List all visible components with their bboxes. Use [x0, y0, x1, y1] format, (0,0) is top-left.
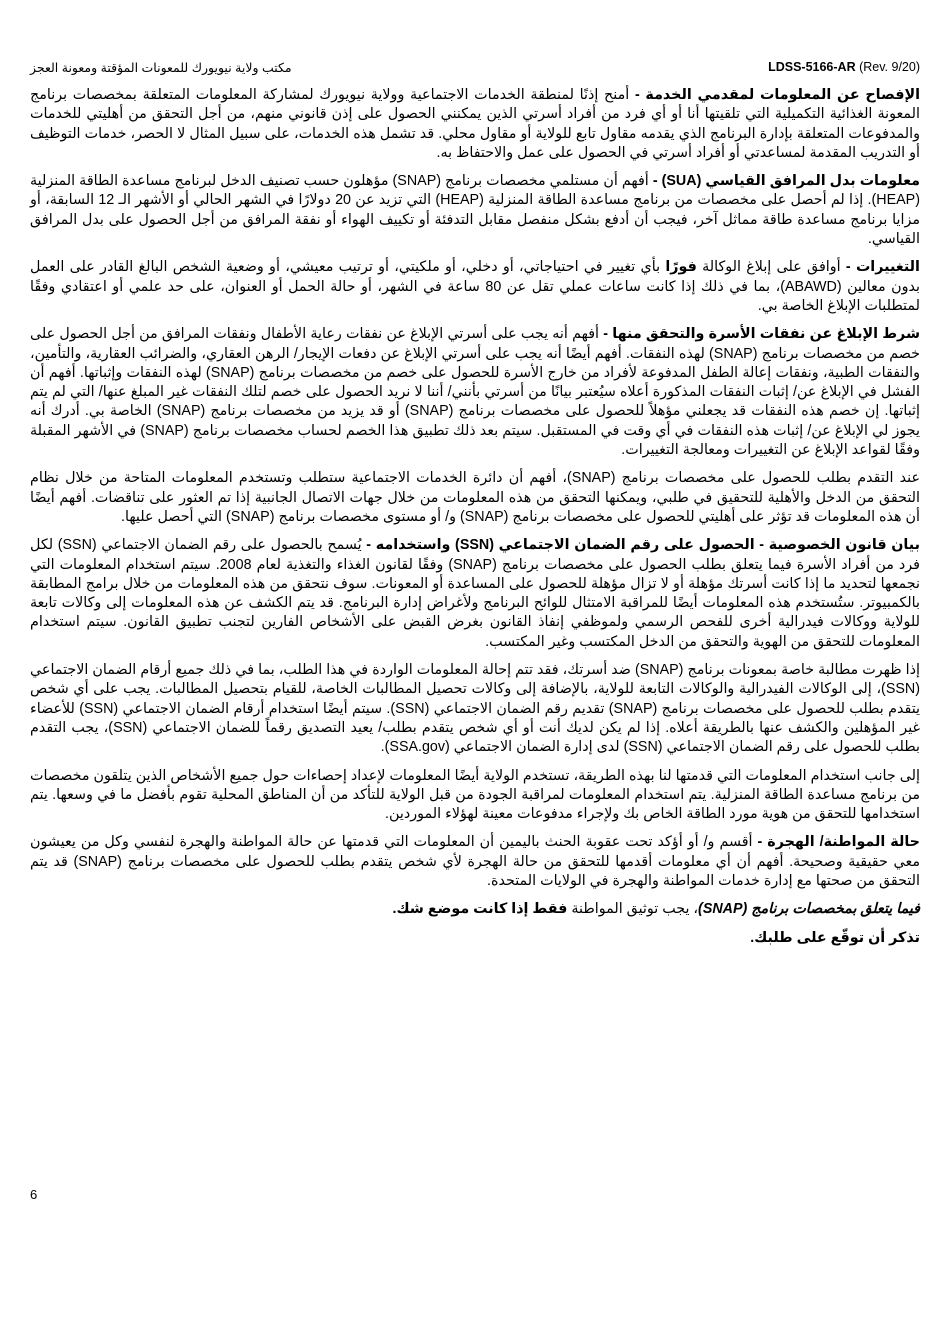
sign-reminder: تذكر أن توقّع على طلبك.: [750, 929, 920, 946]
section-heading: التغييرات -: [845, 259, 920, 276]
section-privacy-act: [30, 536, 920, 652]
section-heading: معلومات بدل المرافق القياسي (SUA) -: [652, 173, 920, 190]
section-body: إذا ظهرت مطالبة خاصة بمعونات برنامج (SNAP) ضد أسرتك، فقد تتم إحالة المعلومات الواردة في هذا الطلب، بما في ذلك جميع أرقام الضمان الاجتماعي (SSN)، إلى الوكالات الفيدرالية والوكالات التابعة للولاية، بالإضافة إلى وكالات تحصيل المطالبات الخاصة، للقيام بتحصيل المطالبات. يجب على أي شخص يتقدم بطلب للحصول على مخصصات برنامج (SNAP) تقديم رقم الضمان الاجتماعي (SSN). سيتم أيضًا استخدام أرقام الضمان الاجتماعي (SSN) للأعضاء غير المؤهلين والكشف عنها بالطريقة أعلاه. إذا لم يكن لديك أنت أو أي شخص يتقدم بطلب/ يعيد التصديق رقماً للضمان الاجتماعي (SSN)، يجب التقدم بطلب للحصول على رقم الضمان الاجتماعي (SSN) لدى إدارة الضمان الاجتماعي (SSA.gov).: [30, 662, 920, 756]
section-body: يُسمح بالحصول على رقم الضمان الاجتماعي (SSN) لكل فرد من أفراد الأسرة فيما يتعلق بطلب الحصول على مخصصات برنامج (SNAP) وفقًا لقانون الغذاء والتغذية لعام 2008. سيتم استخدام المعلومات التي نجمعها لتحديد ما إذا كانت أسرتك مؤهلة أو لا تزال مؤهلة للحصول على المساعدة أو المعونات. سوف نتحقق من هذه المعلومات من خلال برامج المطابقة بالكمبيوتر. ستُستخدم هذه المعلومات أيضًا للمراقبة الامتثال للوائح البرنامج ولأغراض إدارة البرنامج. قد يتم الكشف عن هذه المعلومات إلى وكالات تابعة للولاية ووكالات فيدرالية أخرى للفحص الرسمي ولموظفي إنفاذ القانون بغرض القبض على الأشخاص الفارين لتجنب تطبيق القانون. سيتم استخدام المعلومات للتحقق من الهوية والتحقق من الدخل المكتسب وغير المكتسب.: [30, 537, 920, 650]
section-provider-disclosure: [30, 86, 920, 163]
document-body: [30, 86, 920, 959]
citizenship-note: [30, 900, 920, 919]
citizenship-note-emphasis: فيما يتعلق بمخصصات برنامج (SNAP): [698, 901, 920, 918]
form-number: LDSS-5166-AR: [768, 60, 856, 74]
section-body: أمنح إذنًا لمنطقة الخدمات الاجتماعية وولاية نيويورك لمشاركة المعلومات المتعلقة بمخصصات برنامج المعونة الغذائية التكميلية التي تلقيتها أنا أو أي فرد من أفراد أسرتي الذين يمكنني الحصول على إذن قانوني منهم، من أجل التحقق من أهليتي للخدمات والمدفوعات المتعلقة بإدارة البرنامج الذي يقدمه مقاول تابع للولاية أو مقاول محلي. قد تشمل هذه الخدمات، على سبيل المثال لا الحصر، خدمات التوظيف أو التدريب المقدمة لمساعدتي أو أفراد أسرتي في الحصول على عمل والاحتفاظ به.: [30, 87, 920, 161]
citizenship-note-condition: فقط إذا كانت موضع شك.: [392, 901, 568, 918]
section-body: أفهم أنه يجب على أسرتي الإبلاغ عن نفقات رعاية الأطفال ونفقات المرافق من أجل الحصول على خصم من مخصصات برنامج (SNAP) لهذه النفقات. أفهم أيضًا أنه يجب على أسرتي الإبلاغ عن دفعات الإيجار/ الرهن العقاري، والضرائب العقارية، والتأمين، والنفقات الطبية، ونفقات إعالة الطفل المدفوعة لأفراد من خارج الأسرة للحصول على خصم من مخصصات برنامج (SNAP) لهذه النفقات وإثباتها. أفهم أن الفشل في الإبلاغ عن/ إثبات النفقات المذكورة أعلاه سيُعتبر بيانًا من أسرتي بأنني/ أننا لا نريد الحصول على خصم لتلك النفقات غير المبلغ عنها/ التي لم يتم إثباتها. إن خصم هذه النفقات قد يجعلني مؤهلاً للحصول على مخصصات برنامج (SNAP) أو قد يزيد من مخصصات برنامج (SNAP) الخاصة بي. أدرك أنه يجوز لي الإبلاغ عن/ إثبات هذه النفقات في أي وقت في المستقبل. سيتم بعد ذلك تطبيق هذا الخصم لحساب مخصصات برنامج (SNAP) في الأشهر المقبلة وفقًا لقواعد الإبلاغ عن التغييرات ومعالجة التغييرات.: [30, 326, 920, 459]
form-revision: (Rev. 9/20): [859, 60, 920, 74]
page-number: 6: [30, 1187, 38, 1202]
section-income-verification: [30, 469, 920, 527]
section-body: إلى جانب استخدام المعلومات التي قدمتها لنا بهذه الطريقة، تستخدم الولاية أيضًا المعلومات لإعداد إحصاءات حول جميع الأشخاص الذين يتلقون مخصصات من برنامج مساعدة الطاقة المنزلية. يتم استخدام المعلومات لمراقبة الجودة من قبل الولاية للتأكد من أن المناطق المحلية تقوم بأفضل ما في وسعها. يتم استخدامها للتحقق من هوية مورد الطاقة الخاص بك ولإجراء مدفوعات معينة لهؤلاء الموردين.: [30, 767, 920, 823]
citizenship-note-text: ، يجب توثيق المواطنة: [571, 901, 699, 918]
section-claims: [30, 661, 920, 757]
section-heading: بيان قانون الخصوصية - الحصول على رقم الضمان الاجتماعي (SSN) واستخدامه -: [366, 537, 921, 554]
section-sua-info: [30, 172, 920, 249]
section-citizenship: [30, 833, 920, 891]
section-body: أفهم أن مستلمي مخصصات برنامج (SNAP) مؤهلون حسب تصنيف الدخل لبرنامج مساعدة الطاقة المنزلية (HEAP). إذا لم أحصل على مخصصات من برنامج مساعدة الطاقة المنزلية (HEAP) التي تزيد عن 20 دولارًا في الشهر الحالي أو الأشهر الـ 12 السابقة، أو مزايا برنامج مساعدة طاقة مماثل آخر، فيجب أن أدفع بشكل منفصل مقابل التدفئة أو تكييف الهواء أو نفقة المرافق من أجل الحصول على بدل المرافق القياسي.: [30, 173, 920, 248]
section-changes: [30, 258, 920, 316]
section-emphasis: فورًا: [665, 259, 697, 276]
section-body: أقسم و/ أو أؤكد تحت عقوبة الحنث باليمين أن المعلومات التي قدمتها عن حالة المواطنة والهجرة لنفسي وكل من يعيشون معي حقيقية وصحيحة. أفهم أن أي معلومات أقدمها للتحقق من حالة الهجرة لأي شخص يتقدم بطلب للحصول على مخصصات برنامج (SNAP) قد يتم التحقق من صحتها مع إدارة خدمات المواطنة والهجرة في الولايات المتحدة.: [30, 834, 920, 889]
section-body: أوافق على إبلاغ الوكالة: [702, 259, 841, 276]
form-code: [768, 60, 920, 74]
section-statistics: [30, 767, 920, 825]
section-expense-reporting: [30, 325, 920, 460]
agency-name: مكتب ولاية نيويورك للمعونات المؤقتة ومعونة العجز: [30, 61, 292, 75]
section-body-continued: بأي تغيير في احتياجاتي، أو دخلي، أو ملكيتي، أو ترتيب معيشي، أو وضعية الشخص البالغ القادر على العمل بدون معالين (ABAWD)، بما في ذلك إذا كانت ساعات عملي تقل عن 80 ساعة في الشهر، أو حالة الحمل أو العنوان، على حد علمي أو اعتقادي وفقًا لمتطلبات الإبلاغ الخاصة بي.: [30, 259, 921, 314]
section-body: عند التقدم بطلب للحصول على مخصصات برنامج (SNAP)، أفهم أن دائرة الخدمات الاجتماعية ستطلب وتستخدم المعلومات المتاحة من خلال نظام التحقق من الدخل والأهلية للتحقيق في طلبي، ويمكنها التحقق من هذه المعلومات من خلال جهات الاتصال الجانبية إذا تم العثور على تناقضات. أفهم أيضًا أن هذه المعلومات قد تؤثر على أهليتي للحصول على مخصصات برنامج (SNAP) و/ أو مستوى مخصصات برنامج (SNAP) التي أحصل عليها.: [30, 470, 920, 525]
section-heading: الإفصاح عن المعلومات لمقدمي الخدمة -: [634, 87, 920, 103]
section-heading: شرط الإبلاغ عن نفقات الأسرة والتحقق منها -: [603, 326, 920, 343]
page-header: [30, 60, 920, 80]
section-heading: حالة المواطنة/ الهجرة -: [757, 834, 920, 851]
